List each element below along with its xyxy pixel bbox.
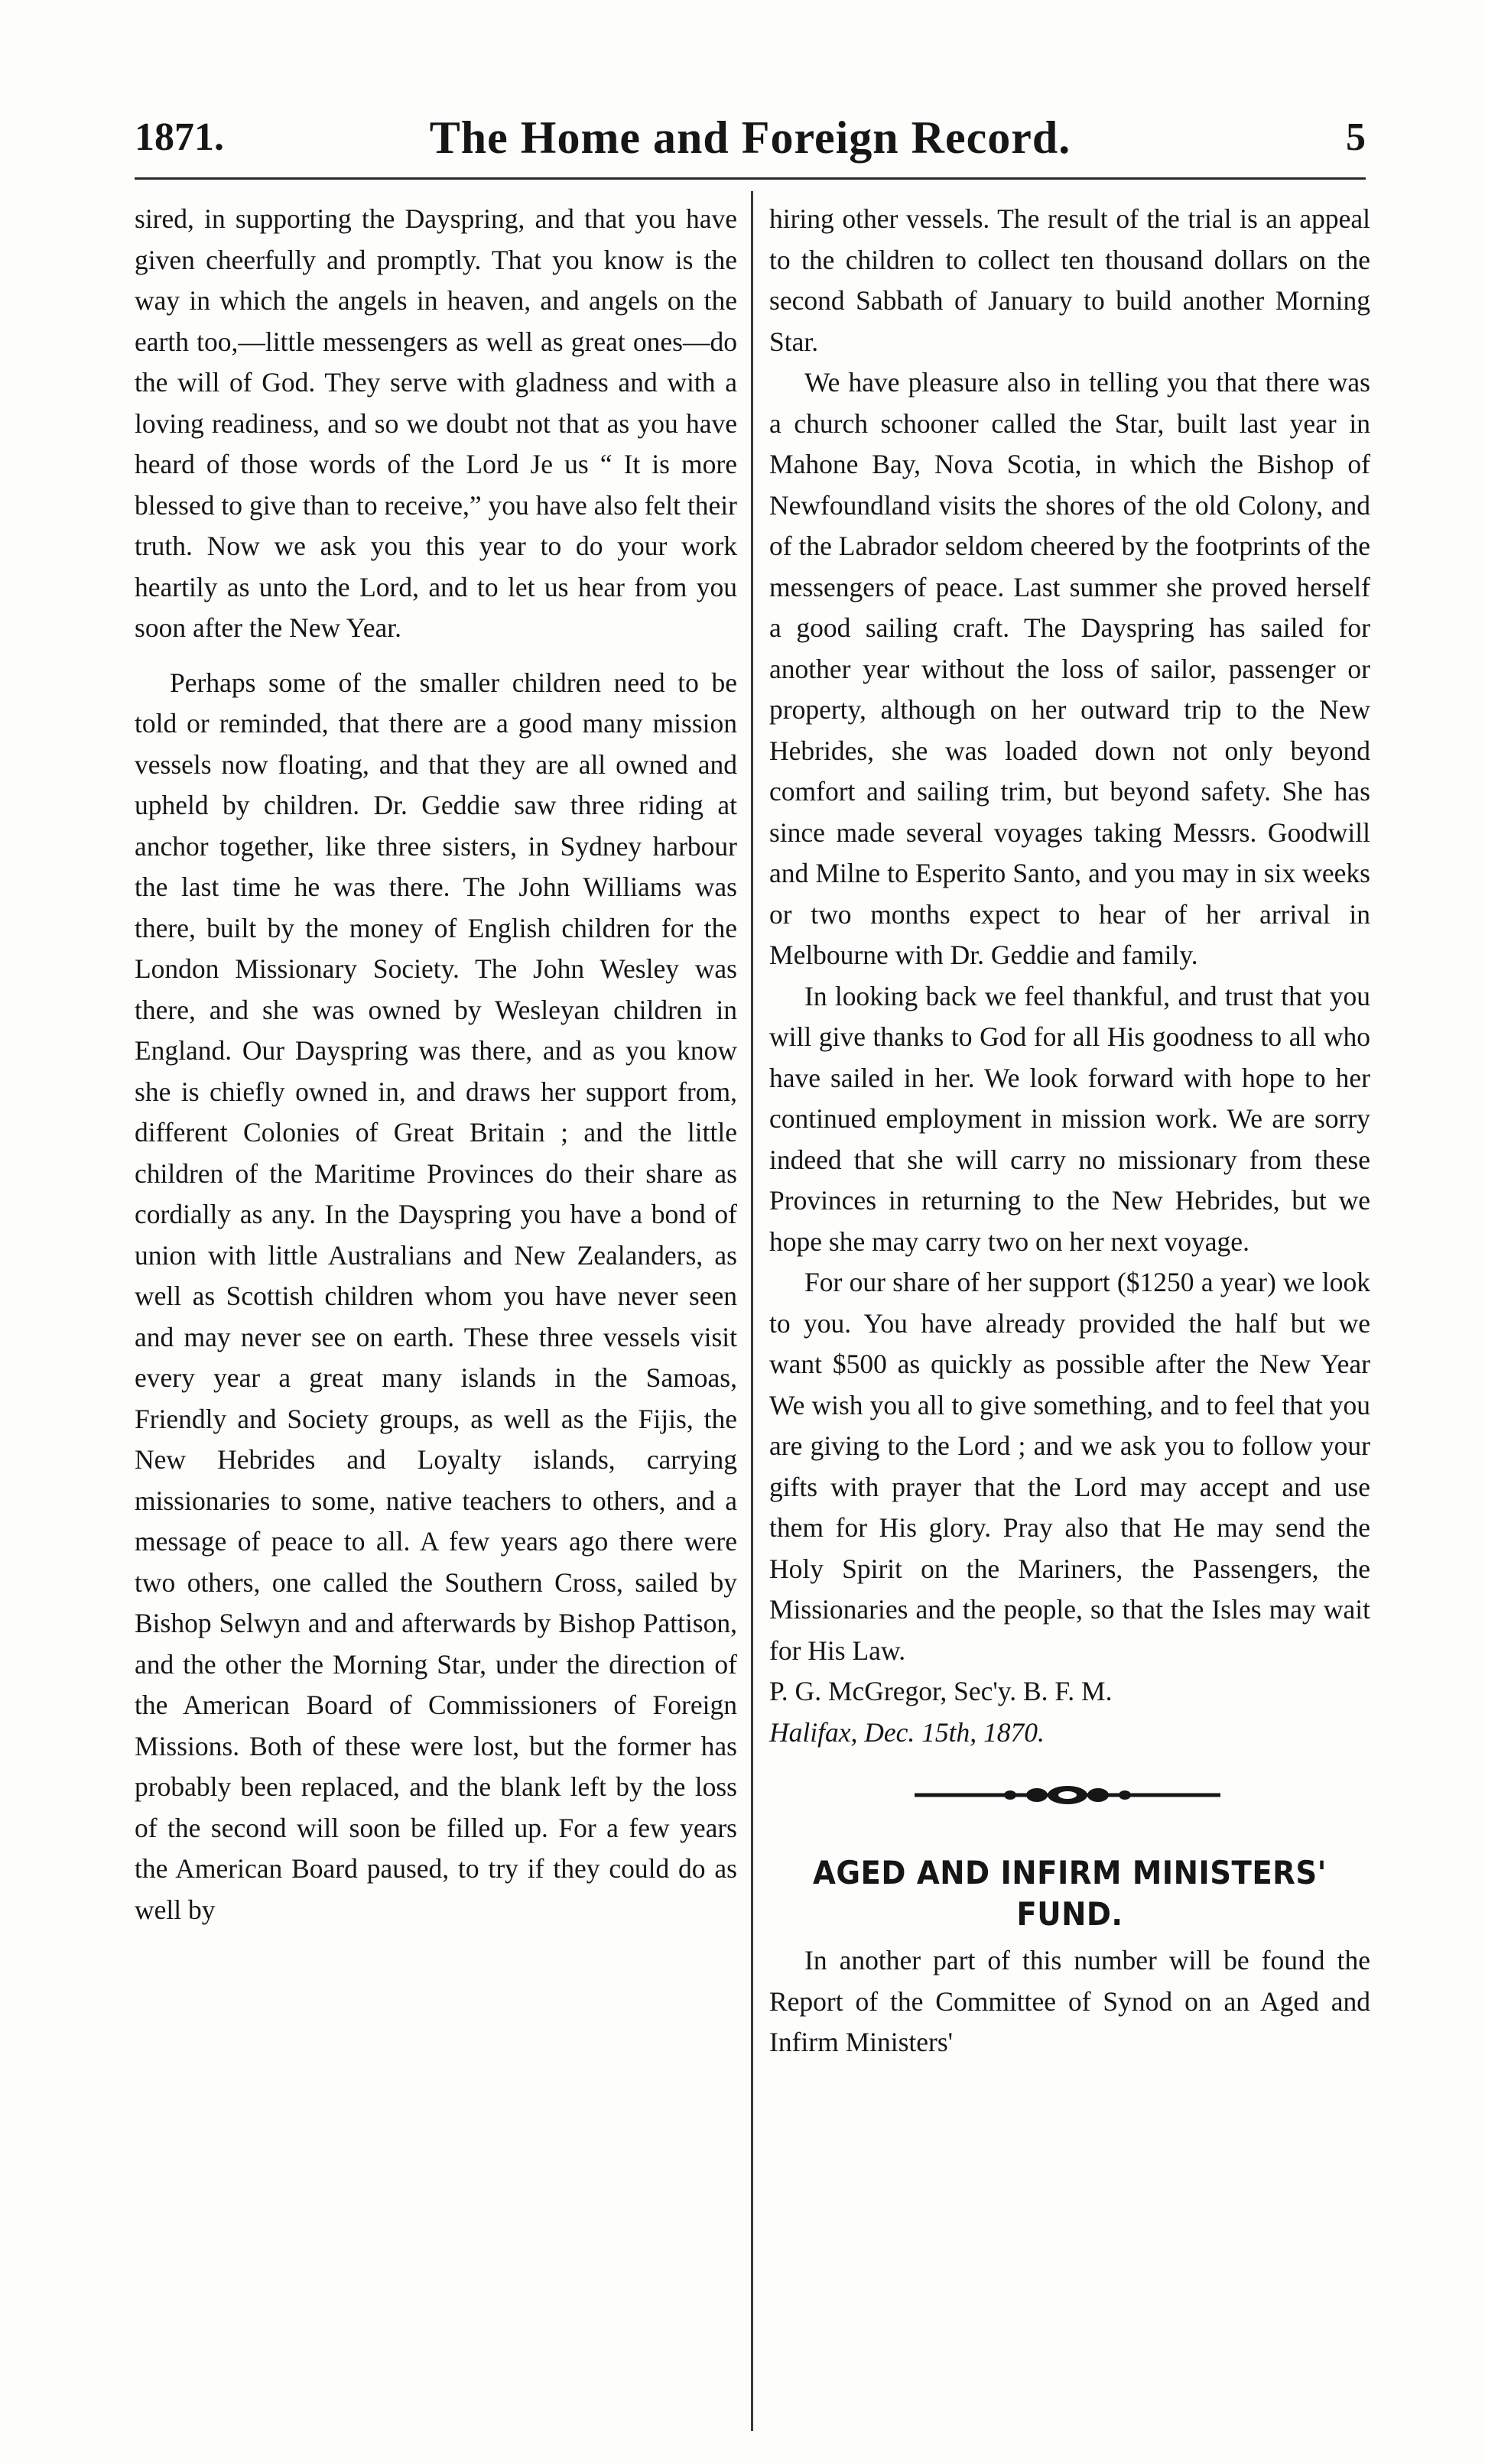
left-column	[135, 199, 737, 1930]
ornamental-divider	[769, 1753, 1370, 1837]
signature-place-date: Halifax, Dec. 15th, 1870.	[769, 1716, 1045, 1748]
page-header	[135, 112, 1366, 176]
header-rule	[135, 177, 1366, 180]
section-heading: AGED AND INFIRM MINISTERS' FUND.	[813, 1854, 1327, 1933]
header-year: 1871.	[135, 115, 224, 159]
right-paragraph-3: In looking back we feel thankful, and trust that you will give thanks to God for all His goodness to all who have sailed in her. We look forward with hope to her continued employment in mission work. We are sorry indeed that she will carry no missionary from these Provinces in returning to the New Hebrides, but we hope she may carry two on her next voyage.	[769, 980, 1370, 1257]
right-paragraph-4: For our share of her support ($1250 a year) we look to you. You have already provided the half but we want $500 as quickly as possible after the New Year We wish you all to give something, and to feel that you are giving to the Lord ; and we ask you to follow your gifts with prayer that the Lord may accept and use them for His glory. Pray also that He may send the Holy Spirit on the Mariners, the Passengers, the Missionaries and the people, so that the Isles may wait for His Law.	[769, 1267, 1370, 1666]
right-paragraph-2: We have pleasure also in telling you that there was a church schooner called the Star, built last year in Mahone Bay, Nova Scotia, in which the Bishop of Newfoundland visits the shores of the old Colony, and of the Labrador seldom cheered by the footprints of the messengers of peace. Last summer she proved herself a good sailing craft. The Dayspring has sailed for another year without the loss of sailor, passenger or property, although on her outward trip to the New Hebrides, she was loaded down not only beyond comfort and sailing trim, but beyond safety. She has since made several voyages taking Messrs. Goodwill and Milne to Esperito Santo, and you may in six weeks or two months expect to hear of her arrival in Melbourne with Dr. Geddie and family.	[769, 367, 1370, 970]
right-paragraph-1: hiring other vessels. The result of the trial is an appeal to the children to collect ten thousand dollars on the second Sabbath of January to build another Morning Star.	[769, 203, 1370, 357]
signature: P. G. McGregor, Sec'y. B. F. M.	[769, 1676, 1113, 1706]
left-paragraph-2: Perhaps some of the smaller children need to be told or reminded, that there are a good many mission vessels now floating, and that they are all owned and upheld by children. Dr. Geddie saw three riding at anchor together, like three sisters, in Sydney harbour the last time he was there. The John Williams was there, built by the money of English children for the London Missionary Society. The John Wesley was there, and she was owned by Wesleyan children in England. Our Dayspring was there, and as you know she is chiefly owned in, and draws her support from, different Colonies of Great Britain ; and the little children of the Maritime Provinces do their share as cordially as any. In the Dayspring you have a bond of union with little Australians and New Zealanders, as well as Scottish children whom you have never seen and may never see on earth. These three vessels visit every year a great many islands in the Samoas, Friendly and Society groups, as well as the Fijis, the New Hebrides and Loyalty islands, carrying missionaries to some, native teachers to others, and a message of peace to all. A few years ago there were two others, one called the Southern Cross, sailed by Bishop Selwyn and and afterwards by Bishop Pattison, and the other the Morning Star, under the direction of the American Board of Commissioners of Foreign Missions. Both of these were lost, but the former has probably been replaced, and the blank left by the loss of the second will soon be filled up. For a few years the American Board paused, to try if they could do as well by	[135, 667, 737, 1925]
section-paragraph: In another part of this number will be found the Report of the Committee of Synod on an Aged and Infirm Ministers'	[769, 1945, 1370, 2057]
column-divider	[751, 191, 753, 2431]
ornament-rule-icon	[915, 1784, 1220, 1807]
page-number: 5	[1346, 115, 1366, 159]
left-paragraph-1: sired, in supporting the Dayspring, and that you have given cheerfully and promptly. That you know is the way in which the angels in heaven, and angels on the earth too,—little messengers as well as great ones—do the will of God. They serve with gladness and with a loving readiness, and so we doubt not that as you have heard of those words of the Lord Je us “ It is more blessed to give than to receive,” you have also felt their truth. Now we ask you this year to do your work heartily as unto the Lord, and to let us hear from you soon after the New Year.	[135, 203, 737, 643]
right-column	[769, 199, 1370, 2063]
publication-title: The Home and Foreign Record.	[429, 112, 1071, 163]
